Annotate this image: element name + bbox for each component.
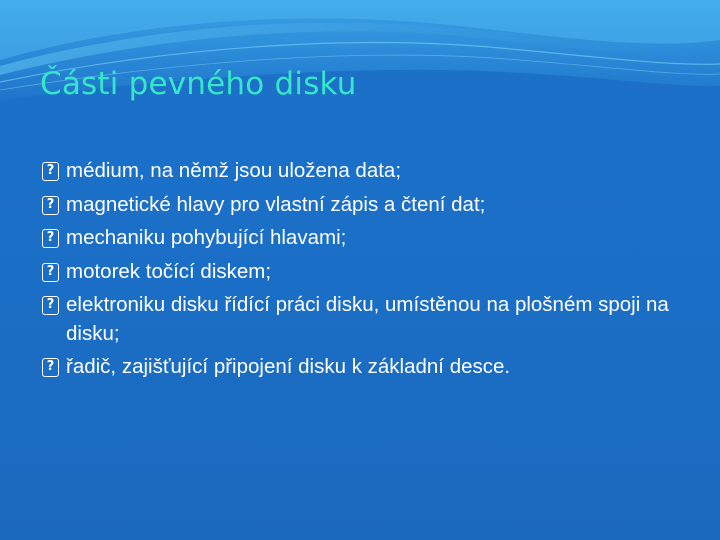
list-item (42, 157, 692, 186)
missing-glyph-box-icon (42, 296, 59, 315)
bullet-text: magnetické hlavy pro vlastní zápis a čtení dat; (66, 192, 486, 216)
bullet-text: médium, na němž jsou uložena data; (66, 159, 402, 182)
missing-glyph-box-icon (42, 162, 59, 181)
missing-glyph-box-icon (42, 358, 59, 377)
bullet-text: mechaniku pohybující hlavami; (66, 226, 347, 249)
list-item (42, 224, 692, 253)
list-item (42, 258, 692, 287)
missing-glyph-box-icon (42, 229, 59, 248)
list-item (42, 353, 692, 382)
missing-glyph-box-icon (42, 196, 59, 215)
slide-title: Části pevného disku (40, 66, 357, 102)
missing-glyph-box-icon (42, 263, 59, 282)
list-item (42, 191, 692, 220)
bullet-text: elektroniku disku řídící práci disku, umístěnou na plošném spoji na disku; (66, 293, 669, 345)
bullet-text: řadič, zajišťující připojení disku k základní desce. (66, 355, 511, 378)
bullet-list (42, 157, 692, 387)
list-item (42, 291, 692, 348)
bullet-text: motorek točící diskem; (66, 259, 272, 283)
